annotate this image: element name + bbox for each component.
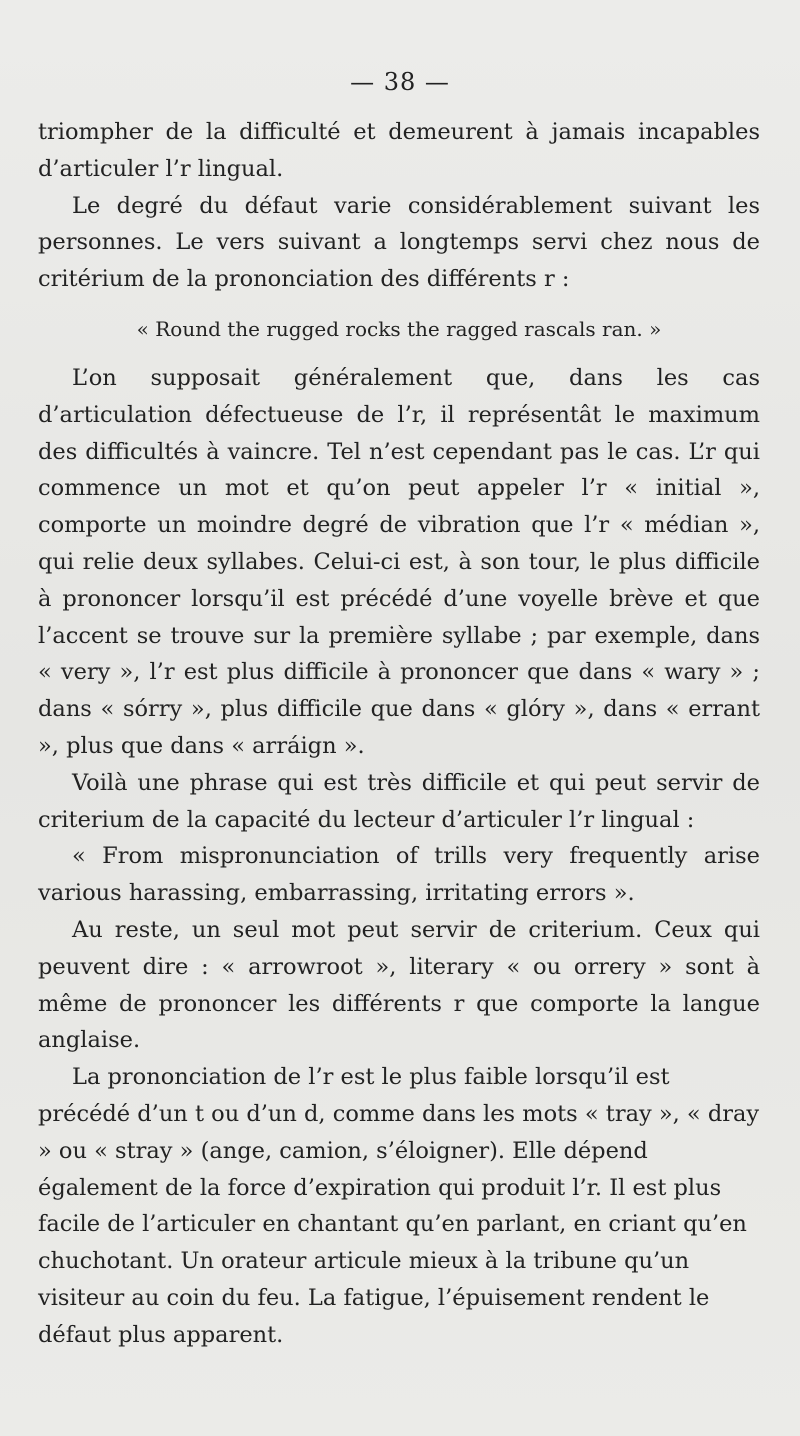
paragraph-5: « From mispronunciation of trills very frequently arise various harassing, embarrassing, irritating errors ». — [38, 843, 760, 907]
page-number: — 38 — — [350, 68, 450, 96]
body-text — [38, 114, 760, 1354]
verse-quote: « Round the rugged rocks the ragged rascals ran. » — [136, 316, 662, 341]
paragraph-1: triompher de la difficulté et demeurent à jamais incapables d’articuler l’r lingual. — [38, 119, 760, 182]
paragraph-4: Voilà une phrase qui est très difficile et qui peut servir de criterium de la capacité du lecteur d’articuler l’r lingual : — [38, 769, 760, 833]
paragraph-3: L’on supposait généralement que, dans les cas d’articulation défectueuse de l’r, il représentât le maximum des difficultés à vaincre. Tel n’est cependant pas le cas. L’r qui commence un mot et qu’on peut appeler l’r « initial », comporte un moindre degré de vibration que l’r « médian », qui relie deux syllabes. Celui-ci est, à son tour, le plus difficile à prononcer lorsqu’il est précédé d’une voyelle brève et que l’accent se trouve sur la première syllabe ; par exemple, dans « very », l’r est plus difficile à prononcer que dans « wary » ; dans « sórry », plus difficile que dans « glóry », dans « errant », plus que dans « arráign ». — [38, 364, 760, 759]
paragraph-7: La prononciation de l’r est le plus faible lorsqu’il est précédé d’un t ou d’un d, comme dans les mots « tray », « dray » ou « stray » (ange, camion, s’éloigner). Elle dépend également de la force d’expiration qui produit l’r. Il est plus facile de l’articuler en chantant qu’en parlant, en criant qu’en chuchotant. Un orateur articule mieux à la tribune qu’un visiteur au coin du feu. La fatigue, l’épuisement rendent le défaut plus apparent. — [38, 1064, 760, 1348]
paragraph-2: Le degré du défaut varie considérablement suivant les personnes. Le vers suivant a longtemps servi chez nous de critérium de la prononciation des différents r : — [38, 192, 760, 293]
paragraph-6: Au reste, un seul mot peut servir de criterium. Ceux qui peuvent dire : « arrowroot », literary « ou orrery » sont à même de prononcer les différents r que comporte la langue anglaise. — [38, 916, 760, 1054]
